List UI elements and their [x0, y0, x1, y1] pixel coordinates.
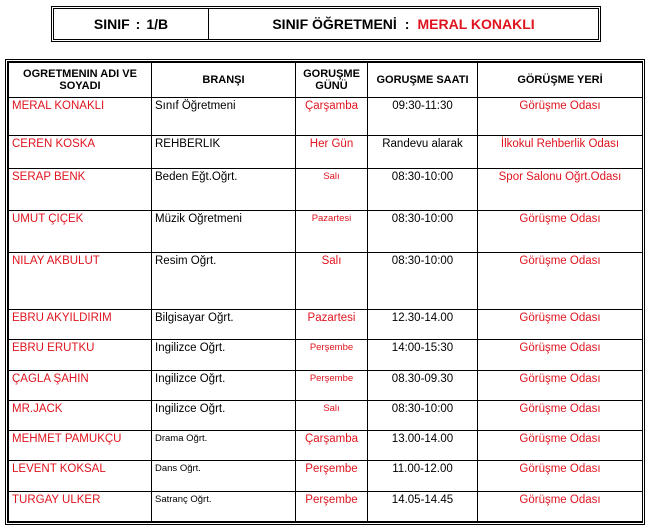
meeting-day-cell: Perşembe	[296, 340, 368, 370]
meeting-day-cell: Çarşamba	[296, 431, 368, 461]
meeting-day-cell: Pazartesi	[296, 309, 368, 339]
meeting-schedule-table	[5, 59, 645, 525]
meeting-place-cell: Görüşme Odası	[478, 340, 643, 370]
teacher-name-cell: MR.JACK	[9, 400, 152, 430]
meeting-place-cell: Görüşme Odası	[478, 98, 643, 136]
meeting-place-cell: Görüşme Odası	[478, 431, 643, 461]
teacher-separator: :	[404, 16, 410, 32]
class-info	[54, 9, 209, 39]
meeting-time-cell: 08:30-10:00	[368, 253, 478, 310]
column-header-branch: BRANŞI	[152, 63, 296, 98]
column-header-meeting-place: GÖRÜŞME YERİ	[478, 63, 643, 98]
meeting-time-cell: 08.30-09.30	[368, 370, 478, 400]
teacher-name-cell: LEVENT KOKSAL	[9, 461, 152, 491]
column-header-meeting-time: GORUŞME SAATI	[368, 63, 478, 98]
teacher-name: MERAL KONAKLI	[417, 16, 535, 32]
meeting-day-cell: Perşembe	[296, 491, 368, 521]
table-row	[9, 309, 643, 339]
table-row	[9, 168, 643, 210]
class-label: SINIF	[93, 16, 130, 32]
teacher-name-cell: TURGAY ULKER	[9, 491, 152, 521]
teacher-label: SINIF ÖĞRETMENİ	[272, 16, 397, 32]
meeting-time-cell: 13.00-14.00	[368, 431, 478, 461]
meeting-time-cell: 09:30-11:30	[368, 98, 478, 136]
branch-cell: Ingilizce Oğrt.	[152, 400, 296, 430]
meeting-time-cell: 12.30-14.00	[368, 309, 478, 339]
teacher-name-cell: MEHMET PAMUKÇU	[9, 431, 152, 461]
meeting-day-cell: Salı	[296, 253, 368, 310]
branch-cell: Satranç Oğrt.	[152, 491, 296, 521]
class-value: 1/B	[146, 16, 169, 32]
meeting-day-cell: Salı	[296, 168, 368, 210]
table-row	[9, 136, 643, 168]
branch-cell: Resim Oğrt.	[152, 253, 296, 310]
meeting-day-cell: Pazartesi	[296, 211, 368, 253]
meeting-day-cell: Perşembe	[296, 370, 368, 400]
schedule-table	[8, 62, 643, 522]
meeting-place-cell: Görüşme Odası	[478, 370, 643, 400]
branch-cell: REHBERLIK	[152, 136, 296, 168]
branch-cell: Bilgisayar Oğrt.	[152, 309, 296, 339]
teacher-name-cell: UMUT ÇIÇEK	[9, 211, 152, 253]
meeting-place-cell: Görüşme Odası	[478, 211, 643, 253]
meeting-place-cell: Görüşme Odası	[478, 309, 643, 339]
teacher-name-cell: EBRU AKYILDIRIM	[9, 309, 152, 339]
branch-cell: Ingilizce Oğrt.	[152, 340, 296, 370]
class-teacher-info	[209, 9, 598, 39]
teacher-name-cell: ÇAGLA ŞAHIN	[9, 370, 152, 400]
meeting-day-cell: Salı	[296, 400, 368, 430]
meeting-day-cell: Perşembe	[296, 461, 368, 491]
branch-cell: Drama Oğrt.	[152, 431, 296, 461]
class-header	[51, 6, 601, 42]
teacher-name-cell: CEREN KOSKA	[9, 136, 152, 168]
meeting-time-cell: 08:30-10:00	[368, 400, 478, 430]
branch-cell: Dans Oğrt.	[152, 461, 296, 491]
meeting-time-cell: 08:30-10:00	[368, 211, 478, 253]
meeting-place-cell: Spor Salonu Oğrt.Odası	[478, 168, 643, 210]
meeting-day-cell: Çarşamba	[296, 98, 368, 136]
table-header-row	[9, 63, 643, 98]
meeting-time-cell: Randevu alarak	[368, 136, 478, 168]
meeting-time-cell: 11.00-12.00	[368, 461, 478, 491]
branch-cell: Beden Eğt.Oğrt.	[152, 168, 296, 210]
teacher-name-cell: MERAL KONAKLI	[9, 98, 152, 136]
table-row	[9, 253, 643, 310]
branch-cell: Müzik Oğretmeni	[152, 211, 296, 253]
table-row	[9, 400, 643, 430]
meeting-day-cell: Her Gün	[296, 136, 368, 168]
meeting-place-cell: İlkokul Rehberlik Odası	[478, 136, 643, 168]
meeting-place-cell: Görüşme Odası	[478, 461, 643, 491]
teacher-name-cell: NILAY AKBULUT	[9, 253, 152, 310]
column-header-meeting-day: GORUŞME GÜNÜ	[296, 63, 368, 98]
meeting-place-cell: Görüşme Odası	[478, 400, 643, 430]
teacher-name-cell: SERAP BENK	[9, 168, 152, 210]
teacher-name-cell: EBRU ERUTKU	[9, 340, 152, 370]
table-row	[9, 98, 643, 136]
table-row	[9, 461, 643, 491]
meeting-place-cell: Görüşme Odası	[478, 253, 643, 310]
meeting-time-cell: 14:00-15:30	[368, 340, 478, 370]
table-row	[9, 211, 643, 253]
table-row	[9, 491, 643, 521]
meeting-time-cell: 14.05-14.45	[368, 491, 478, 521]
meeting-place-cell: Görüşme Odası	[478, 491, 643, 521]
table-row	[9, 370, 643, 400]
branch-cell: Ingilizce Oğrt.	[152, 370, 296, 400]
table-row	[9, 340, 643, 370]
column-header-teacher-name: OGRETMENIN ADI VE SOYADI	[9, 63, 152, 98]
meeting-time-cell: 08:30-10:00	[368, 168, 478, 210]
class-separator: :	[135, 16, 141, 32]
branch-cell: Sınıf Öğretmeni	[152, 98, 296, 136]
table-row	[9, 431, 643, 461]
